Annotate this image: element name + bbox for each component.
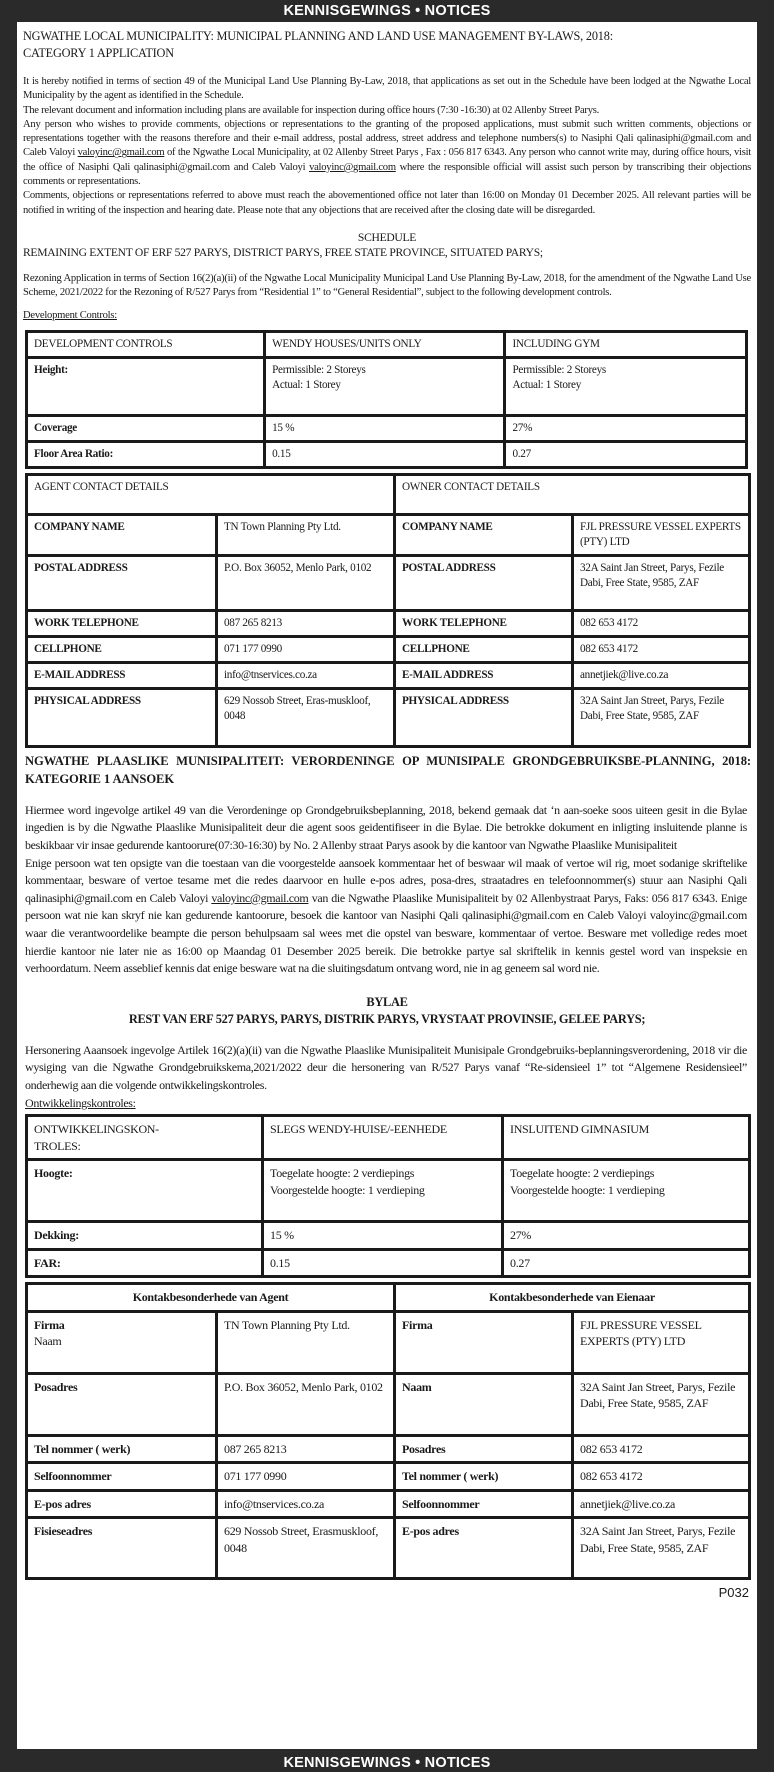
row-label: E-pos adres (27, 1490, 217, 1518)
table-cell: P.O. Box 36052, Menlo Park, 0102 (217, 1373, 395, 1435)
row-label (27, 1311, 217, 1373)
row-label: E-MAIL ADDRESS (395, 662, 573, 688)
table-row (27, 1160, 750, 1222)
row-label: Floor Area Ratio: (27, 441, 265, 467)
english-title (23, 28, 751, 62)
table-cell: 082 653 4172 (573, 1463, 750, 1491)
ontwikkelingskontroles-table (25, 1114, 751, 1278)
table-row (27, 555, 750, 610)
cell-line: Toegelate hoogte: 2 verdiepings (270, 1166, 415, 1181)
cell-line: Voorgestelde hoogte: 1 verdieping (270, 1182, 425, 1197)
owner-header: OWNER CONTACT DETAILS (395, 474, 750, 514)
bylae-subheading: REST VAN ERF 527 PARYS, PARYS, DISTRIK PARYS, VRYSTAAT PROVINSIE, GELEE PARYS; (128, 1011, 646, 1026)
table-cell (503, 1160, 750, 1222)
row-label: Tel nommer ( werk) (395, 1463, 573, 1491)
ontwikkelingskontroles-label-text: Ontwikkelingskontroles: (25, 1095, 136, 1110)
table-cell: FJL PRESSURE VESSEL EXPERTS (PTY) LTD (573, 1311, 750, 1373)
english-para-3c: where the responsible official will assist such person by transcribing their objections comments or representations. (23, 161, 751, 188)
table-cell (505, 357, 747, 415)
row-label: Tel nommer ( werk) (27, 1435, 217, 1463)
table-cell: 32A Saint Jan Street, Parys, Fezile Dabi, Free State, 9585, ZAF (573, 1518, 750, 1579)
table-header-row (27, 474, 750, 514)
row-label: COMPANY NAME (395, 514, 573, 555)
table-header: ONTWIKKELINGSKON-TROLES: (27, 1116, 263, 1160)
table-cell: 082 653 4172 (573, 610, 750, 636)
row-label: Firma (395, 1311, 573, 1373)
top-banner: KENNISGEWINGS • NOTICES (283, 3, 491, 19)
kontakbesonderhede-table (25, 1282, 751, 1580)
table-row (27, 441, 747, 467)
english-para-3 (23, 118, 751, 189)
table-row (27, 1463, 750, 1491)
afrikaans-para-1: Hiermee word ingevolge artikel 49 van die Verordeninge op Grondgebruiksbeplanning, 2018, bekend gemaak dat ‘n aan-soeke soos uiteen gesit in die Bylae ingedien is by die Ngwathe Plaaslike Munisipaliteit deur die agent soos geidentifiseer in die Bylae. Die betrokke dokument en inligting insluitende planne is beskikbaar vir insae gedurende kantoorure(07:30-16:30) by No. 2 Allenby straat Parys asook by die kantoor van Ngwathe Plaaslike Munisipaliteit (25, 802, 747, 853)
table-cell: 27% (505, 415, 747, 441)
english-para-4: Comments, objections or representations referred to above must reach the abovementioned office not later than 16:00 on Monday 01 December 2025. All relevant parties will be notified in writing of the inspection and hearing date. Please note that any objections that are received after the closing date will be disregarded. (23, 190, 751, 216)
row-label: Coverage (27, 415, 265, 441)
table-cell: P.O. Box 36052, Menlo Park, 0102 (217, 555, 395, 610)
rezoning-para: Rezoning Application in terms of Section 16(2)(a)(ii) of the Ngwathe Local Municipality Municipal Land Use Planning By-Law, 2018, for the amendment of the Ngwathe Land Use Scheme, 2021/2022 for the Rezoning of R/527 Parys from “Residential 1” to “General Residential”, subject to the following development controls. (23, 272, 751, 299)
label-line: Firma (34, 1317, 65, 1332)
cell-line: Actual: 1 Storey (272, 378, 341, 391)
table-row (27, 1373, 750, 1435)
table-cell: 0.27 (505, 441, 747, 467)
row-label: POSTAL ADDRESS (27, 555, 217, 610)
table-header-row (27, 1116, 750, 1160)
table-row (27, 514, 750, 555)
table-cell (263, 1160, 503, 1222)
notice-panel (17, 22, 757, 1749)
table-cell: 0.15 (265, 441, 505, 467)
row-label: Selfoonnommer (395, 1490, 573, 1518)
row-label: CELLPHONE (395, 636, 573, 662)
table-cell: 087 265 8213 (217, 1435, 395, 1463)
table-cell: 0.27 (503, 1249, 750, 1277)
controls-label (23, 309, 751, 323)
table-cell: annetjiek@live.co.za (573, 662, 750, 688)
bylae-heading: BYLAE (366, 994, 408, 1009)
table-cell: 32A Saint Jan Street, Parys, Fezile Dabi, Free State, 9585, ZAF (573, 688, 750, 746)
table-row (27, 1435, 750, 1463)
table-cell: TN Town Planning Pty Ltd. (217, 1311, 395, 1373)
row-label: WORK TELEPHONE (27, 610, 217, 636)
cell-line: Permissible: 2 Storeys (272, 363, 366, 376)
afrikaans-para-2 (23, 855, 751, 978)
row-label: Hoogte: (27, 1160, 263, 1222)
row-label: PHYSICAL ADDRESS (395, 688, 573, 746)
owner-header: Kontakbesonderhede van Eienaar (395, 1284, 750, 1312)
cell-line: Actual: 1 Storey (512, 378, 582, 391)
email-link[interactable]: valoyinc@gmail.com (77, 147, 165, 159)
row-label: CELLPHONE (27, 636, 217, 662)
table-cell: 629 Nossob Street, Erasmuskloof, 0048 (217, 1518, 395, 1579)
table-row (27, 1222, 750, 1250)
table-row (27, 688, 750, 746)
table-cell: annetjiek@live.co.za (573, 1490, 750, 1518)
table-row (27, 662, 750, 688)
table-cell: 082 653 4172 (573, 1435, 750, 1463)
table-cell: 082 653 4172 (573, 636, 750, 662)
table-cell: 0.15 (263, 1249, 503, 1277)
table-cell: 071 177 0990 (217, 636, 395, 662)
cell-line: Toegelate hoogte: 2 verdiepings (510, 1166, 655, 1181)
table-header: INSLUITEND GIMNASIUM (503, 1116, 750, 1160)
row-label: Posadres (395, 1435, 573, 1463)
afrikaans-title: NGWATHE PLAASLIKE MUNISIPALITEIT: VERORDENINGE OP MUNISIPALE GRONDGEBRUIKSBE-PLANNING, 2018: KATEGORIE 1 AANSOEK (25, 753, 751, 786)
english-title-line1: NGWATHE LOCAL MUNICIPALITY: MUNICIPAL PLANNING AND LAND USE MANAGEMENT BY-LAWS, 2018: (23, 29, 613, 43)
row-label: FAR: (27, 1249, 263, 1277)
table-cell: info@tnservices.co.za (217, 662, 395, 688)
table-row (27, 357, 747, 415)
english-para-2: The relevant document and information including plans are available for inspection during office hours (7:30 -16:30) at 02 Allenby Street Parys. (23, 104, 600, 116)
table-row (27, 1249, 750, 1277)
table-header: SLEGS WENDY-HUISE/-EENHEDE (263, 1116, 503, 1160)
page-code: P032 (718, 1585, 749, 1601)
agent-header: Kontakbesonderhede van Agent (27, 1284, 395, 1312)
table-cell: 32A Saint Jan Street, Parys, Fezile Dabi, Free State, 9585, ZAF (573, 1373, 750, 1435)
table-header: DEVELOPMENT CONTROLS (27, 331, 265, 357)
table-cell: 15 % (263, 1222, 503, 1250)
table-cell: TN Town Planning Pty Ltd. (217, 514, 395, 555)
table-cell: 32A Saint Jan Street, Parys, Fezile Dabi, Free State, 9585, ZAF (573, 555, 750, 610)
english-para-1: It is hereby notified in terms of section 49 of the Municipal Land Use Planning By-Law, 2018, that applications as set out in the Schedule have been lodged at the Ngwathe Local Municipality by the agent as identified in the Schedule. (23, 76, 751, 102)
label-line: Naam (34, 1334, 62, 1349)
english-para-3b: of the Ngwathe Local Municipality, at 02 Allenby Street Parys , Fax : 056 817 6343. Any person who cannot write may, during office hours, visit the office of Nasiphi Qali qalinasiphi@gmail.com and Caleb Valoyi (23, 147, 751, 173)
row-label: Selfoonnommer (27, 1463, 217, 1491)
email-link[interactable]: valoyinc@gmail.com (211, 890, 309, 905)
table-header: INCLUDING GYM (505, 331, 747, 357)
controls-label-text: Development Controls: (23, 309, 117, 321)
cell-line: Voorgestelde hoogte: 1 verdieping (510, 1182, 665, 1197)
development-controls-table (25, 330, 748, 469)
table-row (27, 1311, 750, 1373)
agent-header: AGENT CONTACT DETAILS (27, 474, 395, 514)
table-header-row (27, 1284, 750, 1312)
english-title-line2: CATEGORY 1 APPLICATION (23, 46, 174, 60)
table-cell: 15 % (265, 415, 505, 441)
row-label: WORK TELEPHONE (395, 610, 573, 636)
row-label: Fisieseadres (27, 1518, 217, 1579)
table-cell: FJL PRESSURE VESSEL EXPERTS (PTY) LTD (573, 514, 750, 555)
row-label: POSTAL ADDRESS (395, 555, 573, 610)
row-label: E-pos adres (395, 1518, 573, 1579)
contact-details-table (25, 473, 751, 748)
table-row (27, 1490, 750, 1518)
email-link[interactable]: valoyinc@gmail.com (309, 161, 396, 173)
row-label: PHYSICAL ADDRESS (27, 688, 217, 746)
bottom-banner: KENNISGEWINGS • NOTICES (283, 1755, 491, 1771)
schedule-heading: SCHEDULE (357, 230, 417, 244)
table-row (27, 610, 750, 636)
schedule-subheading: REMAINING EXTENT OF ERF 527 PARYS, DISTRICT PARYS, FREE STATE PROVINCE, SITUATED PARYS; (23, 245, 543, 259)
table-row (27, 415, 747, 441)
table-row (27, 636, 750, 662)
cell-line: Permissible: 2 Storeys (512, 363, 606, 376)
afrikaans-para-2b: van die Ngwathe Plaaslike Munisipaliteit by 02 Allenbystraat Parys, Faks: 056 817 6343. Enige persoon wat nie kan skryf nie kan gedurende kantoorure, besoek die kantoor van Nasiphi Qali qalinasiphi@gmail.com en Caleb Valoyi valoyinc@gmail.com waar die verantwoordelike beampte die person behulpsaam sal wees met die opstel van besware, kommentaar of vertoe. Besware met volledige redes moet hierdie kantoor nie later nie as 16:00 op Maandag 01 Desember 2025 bereik. Die betrokke partye sal skriftelik in kennis gestel word van inspeksie en verhoordatum. Neem asseblief kennis dat enige besware wat na die sluitingsdatum ontvang word, nie in ag geneem sal word nie. (25, 890, 747, 976)
table-cell: 087 265 8213 (217, 610, 395, 636)
row-label: Height: (27, 357, 265, 415)
row-label: Naam (395, 1373, 573, 1435)
ontwikkelingskontroles-label (23, 1095, 751, 1113)
hersonering-para: Hersonering Aaansoek ingevolge Artilek 16(2)(a)(ii) van die Ngwathe Plaaslike Munisipaliteit Munisipale Grondgebruiks-beplanningsverordening, 2018 vir die wysiging van die Ngwathe Grondgebruikskema,2021/2022 deur die hersonering van R/527 Parys vanaf “Re-sidensieel 1” tot “Algemene Residensieel” onderhewig aan die volgende ontwikkelingskontroles. (25, 1042, 747, 1092)
row-label: E-MAIL ADDRESS (27, 662, 217, 688)
table-header: WENDY HOUSES/UNITS ONLY (265, 331, 505, 357)
table-cell: 629 Nossob Street, Eras-muskloof, 0048 (217, 688, 395, 746)
table-header-row (27, 331, 747, 357)
row-label: Posadres (27, 1373, 217, 1435)
row-label: Dekking: (27, 1222, 263, 1250)
english-para-3a: Any person who wishes to provide comments, objections or representations to the granting of the proposed applications, must submit such written comments, objections or representations together with the reasons therefore and their e-mail address, postal address, street address and telephone numbers(s) to Nasiphi Qali qalinasiphi@gmail.com and Caleb Valoyi (23, 118, 751, 159)
table-cell: info@tnservices.co.za (217, 1490, 395, 1518)
afrikaans-para-2a: Enige persoon wat ten opsigte van die toestaan van die voorgestelde aansoek kommentaar het of beswaar wil maak of vertoe wil rig, moet sodanige skriftelike kommentaar, besware of vertoe tesame met die redes daarvoor en hulle e-pos adres, posa-dres, straatadres en telefoonnommer(s) stuur aan Nasiphi Qali qalinasiphi@gmail.com en Caleb Valoyi (25, 855, 747, 905)
table-cell (265, 357, 505, 415)
table-cell: 071 177 0990 (217, 1463, 395, 1491)
row-label: COMPANY NAME (27, 514, 217, 555)
table-cell: 27% (503, 1222, 750, 1250)
table-row (27, 1518, 750, 1579)
